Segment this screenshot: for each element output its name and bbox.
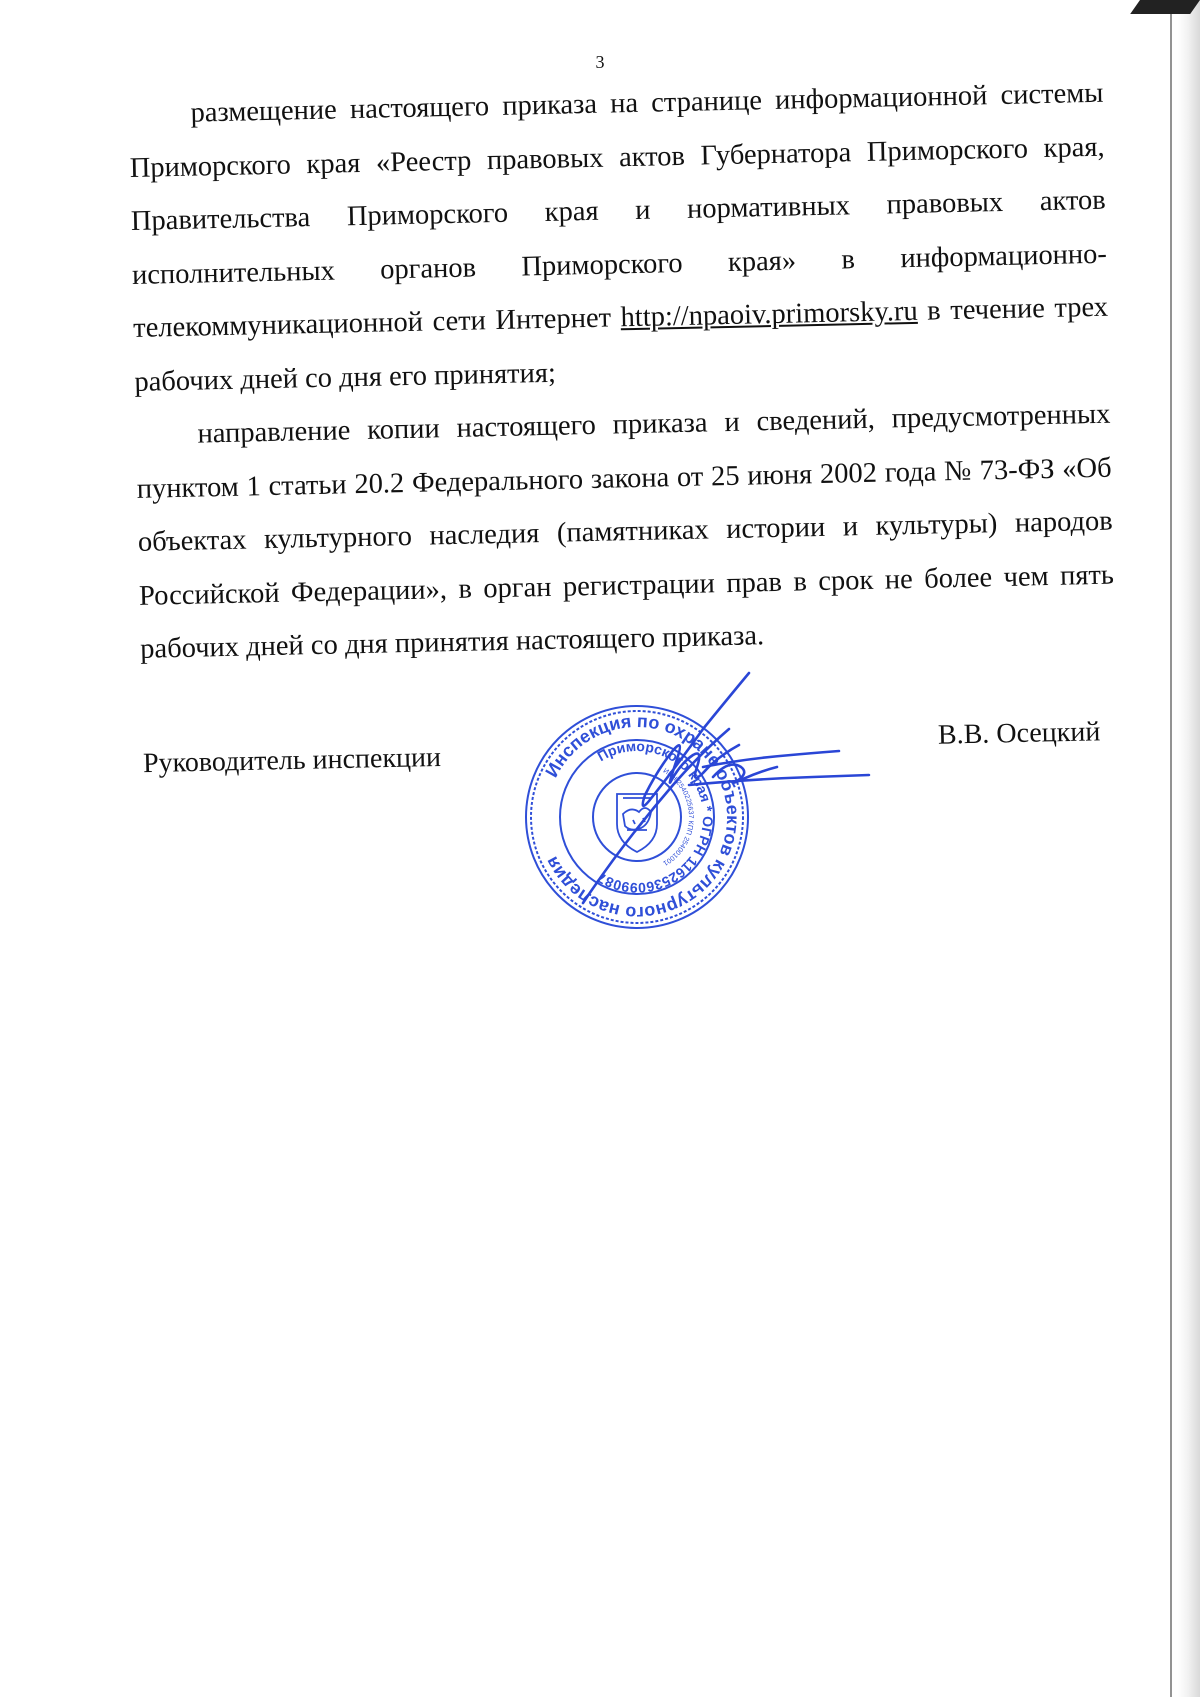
handwritten-signature — [553, 663, 871, 913]
paragraph-publication — [128, 67, 1110, 409]
seal-tax-ids: ИНН 2540225637 КПП 254001001 — [661, 767, 695, 867]
signatory-name: В.В. Осецкий — [937, 716, 1101, 751]
paragraph-registration: направление копии настоящего приказа и сведений, предусмотренных пунктом 1 статьи 20.2 Федерального закона от 25 июня 2002 года № 73-ФЗ «Об объектах культурного наследия (памятниках истории и культуры) народов Российской Федерации», в орган регистрации прав в срок не более чем пять рабочих дней со дня принятия настоящего приказа. — [136, 398, 1115, 665]
page-number: 3 — [595, 52, 605, 72]
scan-border-line — [1170, 0, 1172, 1697]
scan-corner-mark — [1130, 0, 1200, 14]
registry-link[interactable]: http://npaoiv.primorsky.ru — [620, 295, 918, 334]
paragraph-publication-tail: в течение трех рабочих дней со дня его принятия; — [134, 291, 1109, 398]
paragraph-publication-lead: размещение настоящего приказа на странице информационной системы Приморского края «Реестр правовых актов Губернатора Приморского края, Правительства Приморского края и нормативных правовых актов исполнительных органов Приморского края» в информационно-телекоммуникационной сети Интернет — [129, 77, 1108, 344]
seal-outer-text: Инспекция по охране объектов культурного наследия — [541, 710, 744, 924]
seal-inner-text: Приморского края * ОГРН 1162536099087 — [594, 737, 717, 897]
scan-edge — [1178, 0, 1200, 1697]
document-body — [128, 67, 1116, 677]
signatory-position: Руководитель инспекции — [142, 741, 442, 780]
